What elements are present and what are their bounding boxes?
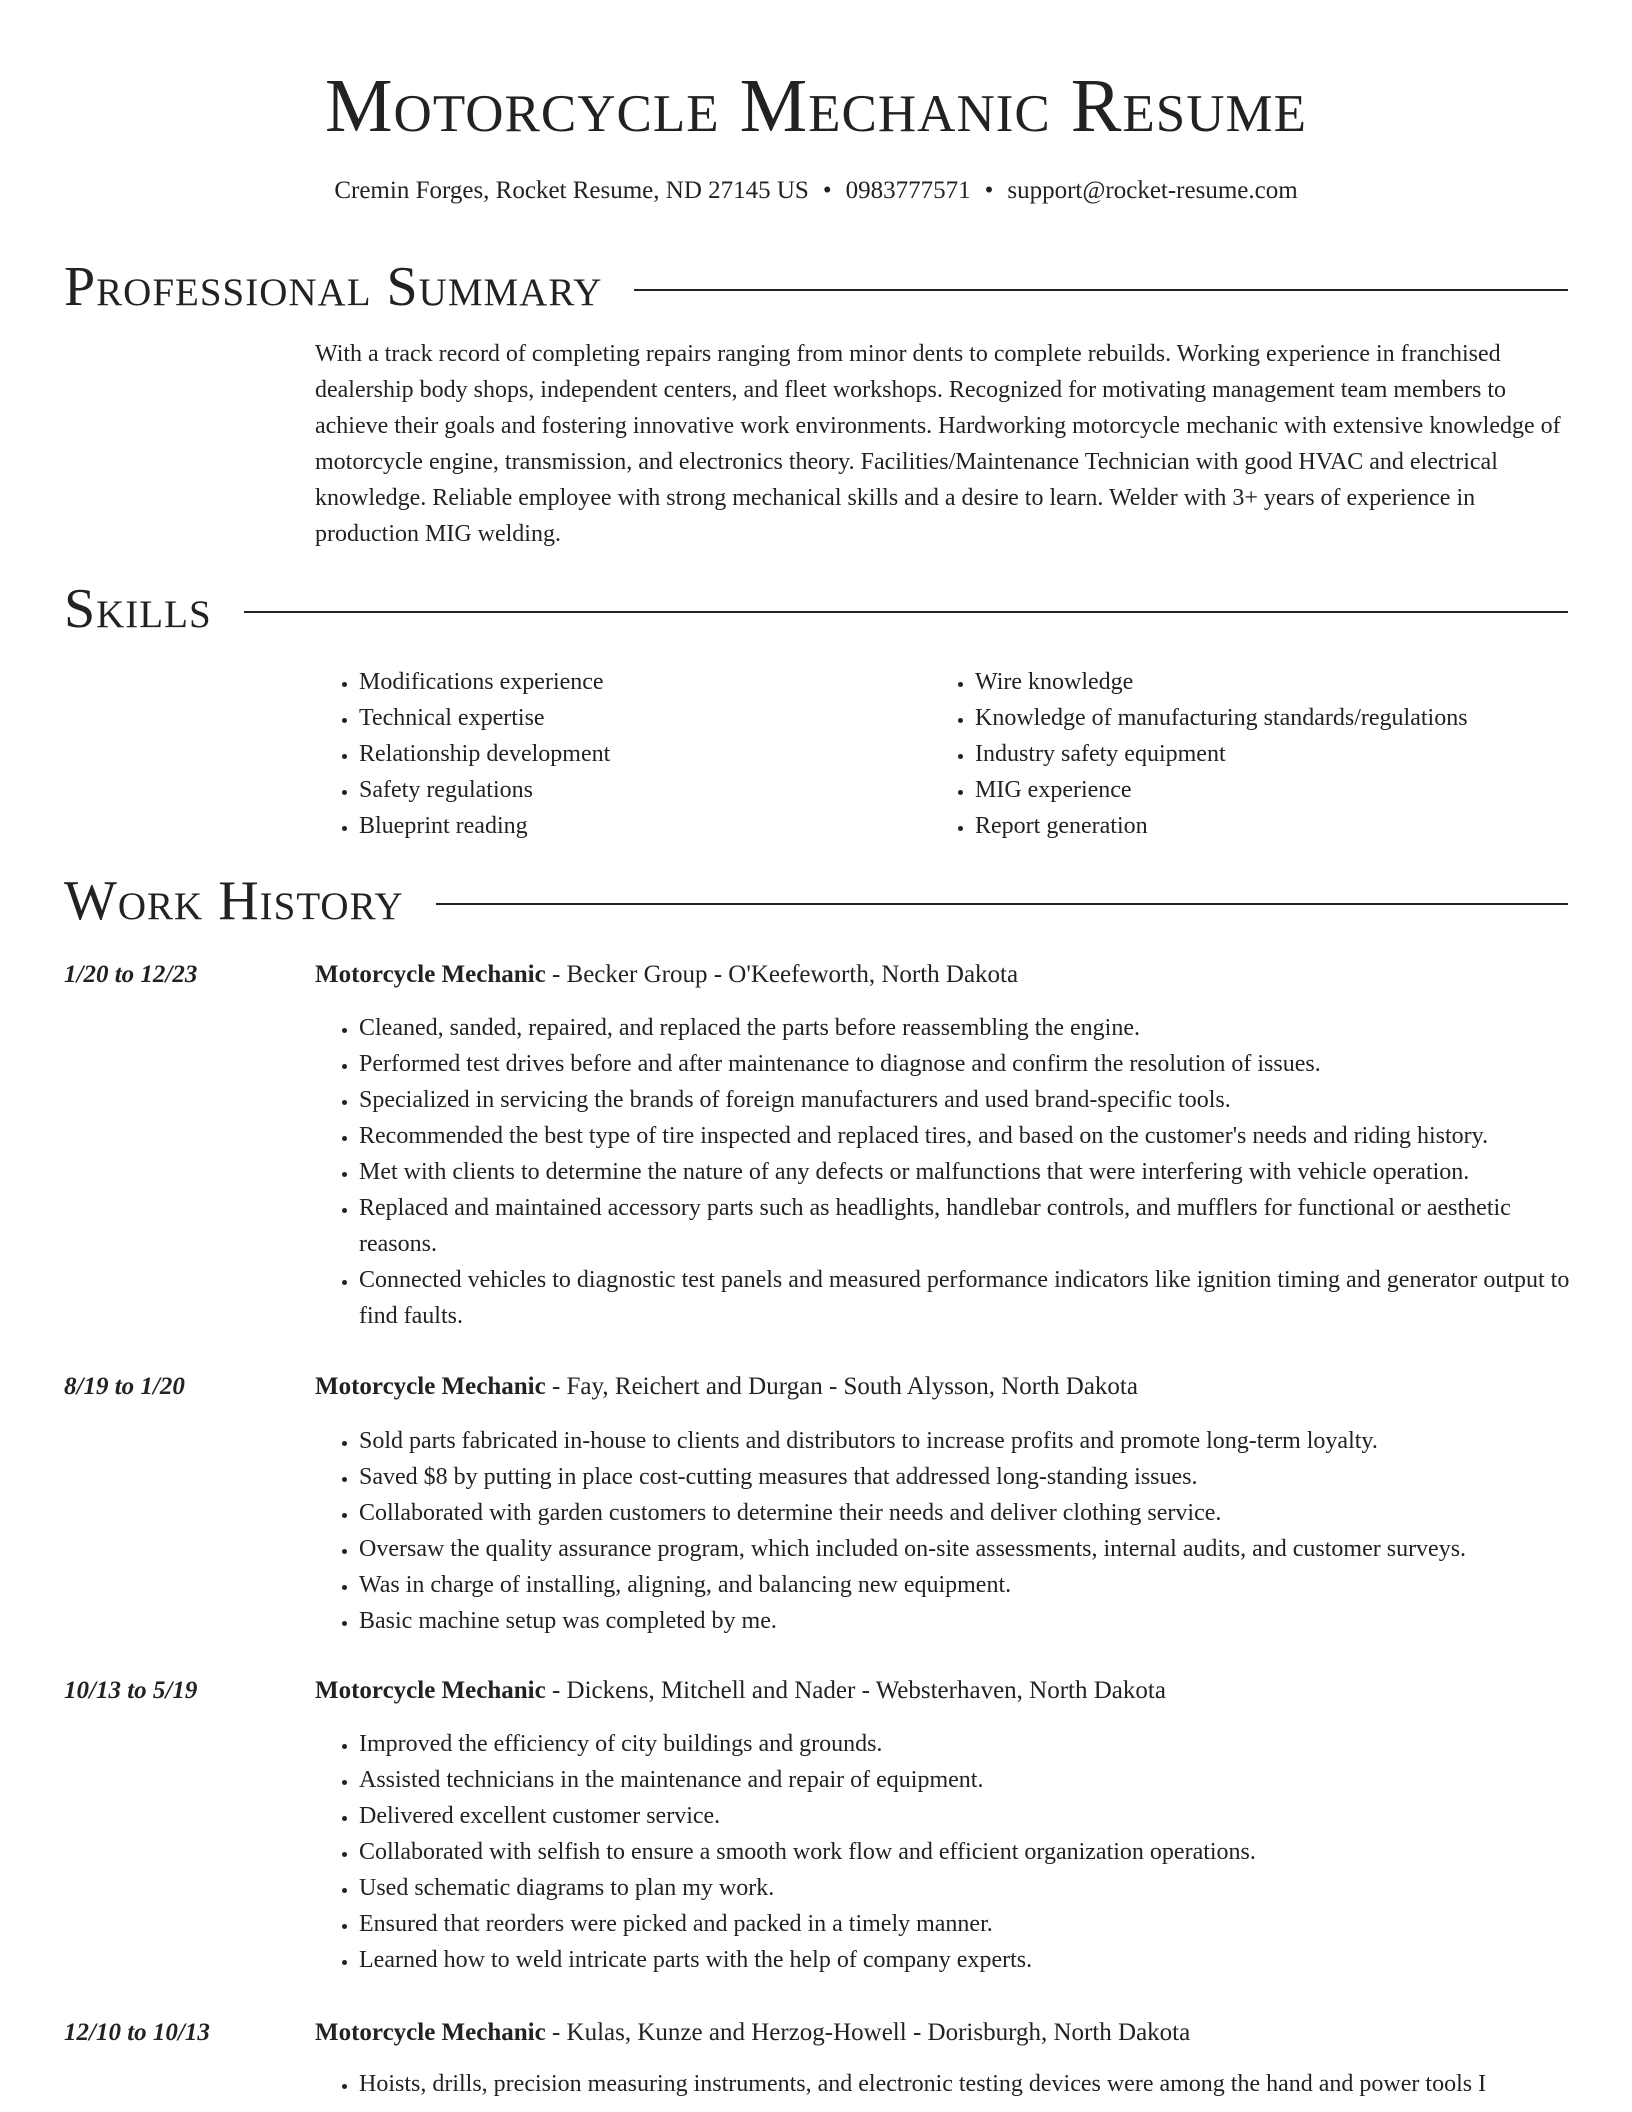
contact-line [0,174,1632,208]
job-role: Motorcycle Mechanic [315,1677,546,1704]
resume-title: Motorcycle Mechanic Resume [324,64,1308,148]
job-bullet: • Collaborated with selfish to ensure a smooth work flow and efficient organization operations. [359,1834,1570,1870]
skill-item: • Report generation [975,808,1468,844]
job-role: Motorcycle Mechanic [315,1373,546,1400]
job-dates: 10/13 to 5/19 [64,1677,198,1704]
job-bullet: • Oversaw the quality assurance program, which included on-site assessments, internal audits, and customer surveys. [359,1531,1570,1567]
job-bullet: • Was in charge of installing, aligning, and balancing new equipment. [359,1567,1570,1603]
skill-item: • Technical expertise [359,700,610,736]
job-bullet: • Learned how to weld intricate parts with the help of company experts. [359,1942,1570,1978]
job-bullet: • Saved $8 by putting in place cost-cutting measures that addressed long-standing issues. [359,1459,1570,1495]
skill-item: • Blueprint reading [359,808,610,844]
job-bullet: • Improved the efficiency of city buildings and grounds. [359,1726,1570,1762]
job-bullet: • Cleaned, sanded, repaired, and replaced the parts before reassembling the engine. [359,1010,1570,1046]
job-heading [315,2016,1190,2050]
skill-item: • Modifications experience [359,664,610,700]
job-employer: - Kulas, Kunze and Herzog-Howell - Dorisburgh, North Dakota [545,2019,1191,2046]
job-bullet-list [315,2066,1570,2112]
summary-paragraph: With a track record of completing repairs ranging from minor dents to complete rebuilds. Working experience in franchised dealership body shops, independent centers, and fleet workshops. Recognized for motivating management team members to achieve their goals and fostering innovative work environments. Hardworking motorcycle mechanic with extensive knowledge of motorcycle engine, transmission, and electronics theory. Facilities/Maintenance Technician with good HVAC and electrical knowledge. Reliable employee with strong mechanical skills and a desire to learn. Welder with 3+ years of experience in production MIG welding. [315,341,1561,547]
skill-item: • Wire knowledge [975,664,1468,700]
job-dates: 12/10 to 10/13 [64,2019,210,2046]
skill-item: • Safety regulations [359,772,610,808]
job-heading [315,958,1018,992]
summary-heading-text: Professional Summary [64,256,603,318]
job-bullet-list [315,1726,1570,1978]
skill-item: • Industry safety equipment [975,736,1468,772]
job-bullet: • Connected vehicles to diagnostic test panels and measured performance indicators like ignition timing and generator output to find faults. [359,1262,1570,1334]
section-divider [634,289,1568,291]
skill-item: • Relationship development [359,736,610,772]
job-bullet: • Ensured that reorders were picked and packed in a timely manner. [359,1906,1570,1942]
job-bullet: • Performed test drives before and after maintenance to diagnose and confirm the resolution of issues. [359,1046,1570,1082]
job-bullet: • Hoists, drills, precision measuring instruments, and electronic testing devices were among the hand and power tools I [359,2066,1570,2102]
job-heading [315,1370,1138,1404]
job-bullet: • Used schematic diagrams to plan my work. [359,1870,1570,1906]
contact-phone: 0983777571 [845,177,971,204]
job-employer: - Dickens, Mitchell and Nader - Websterhaven, North Dakota [545,1677,1166,1704]
skills-list-left [315,664,610,844]
job-bullet: • Basic machine setup was completed by me. [359,1603,1570,1639]
contact-address: Cremin Forges, Rocket Resume, ND 27145 US [334,177,809,204]
contact-separator: • [822,177,832,204]
job-employer: - Becker Group - O'Keefeworth, North Dakota [545,961,1019,988]
job-dates: 1/20 to 12/23 [64,961,198,988]
job-bullet: • Recommended the best type of tire inspected and replaced tires, and based on the customer's needs and riding history. [359,1118,1570,1154]
job-bullet: • Met with clients to determine the nature of any defects or malfunctions that were interfering with vehicle operation. [359,1154,1570,1190]
job-bullet: • Assisted technicians in the maintenance and repair of equipment. [359,1762,1570,1798]
job-employer: - Fay, Reichert and Durgan - South Alysson, North Dakota [545,1373,1138,1400]
skills-heading-text: Skills [64,578,212,640]
job-bullet: • Collaborated with garden customers to determine their needs and deliver clothing service. [359,1495,1570,1531]
job-role: Motorcycle Mechanic [315,2019,546,2046]
job-bullet: • Sold parts fabricated in-house to clients and distributors to increase profits and promote long-term loyalty. [359,1423,1570,1459]
job-bullet: • Replaced and maintained accessory parts such as headlights, handlebar controls, and mufflers for functional or aesthetic reasons. [359,1190,1570,1262]
section-divider [244,611,1568,613]
skill-item: • Knowledge of manufacturing standards/regulations [975,700,1468,736]
job-bullet-list [315,1423,1570,1639]
job-role: Motorcycle Mechanic [315,961,546,988]
job-bullet: • Delivered excellent customer service. [359,1798,1570,1834]
job-heading [315,1674,1166,1708]
job-dates: 8/19 to 1/20 [64,1373,185,1400]
job-bullet: • Specialized in servicing the brands of foreign manufacturers and used brand-specific tools. [359,1082,1570,1118]
job-bullet-list [315,1010,1570,1334]
skill-item: • MIG experience [975,772,1468,808]
work-heading-text: Work History [64,870,404,932]
skills-list-right [931,664,1468,844]
contact-separator: • [984,177,994,204]
summary-section-heading [64,254,1568,320]
section-divider [436,903,1568,905]
work-section-heading [64,868,1568,934]
contact-email: support@rocket-resume.com [1007,177,1298,204]
skills-section-heading [64,576,1568,642]
